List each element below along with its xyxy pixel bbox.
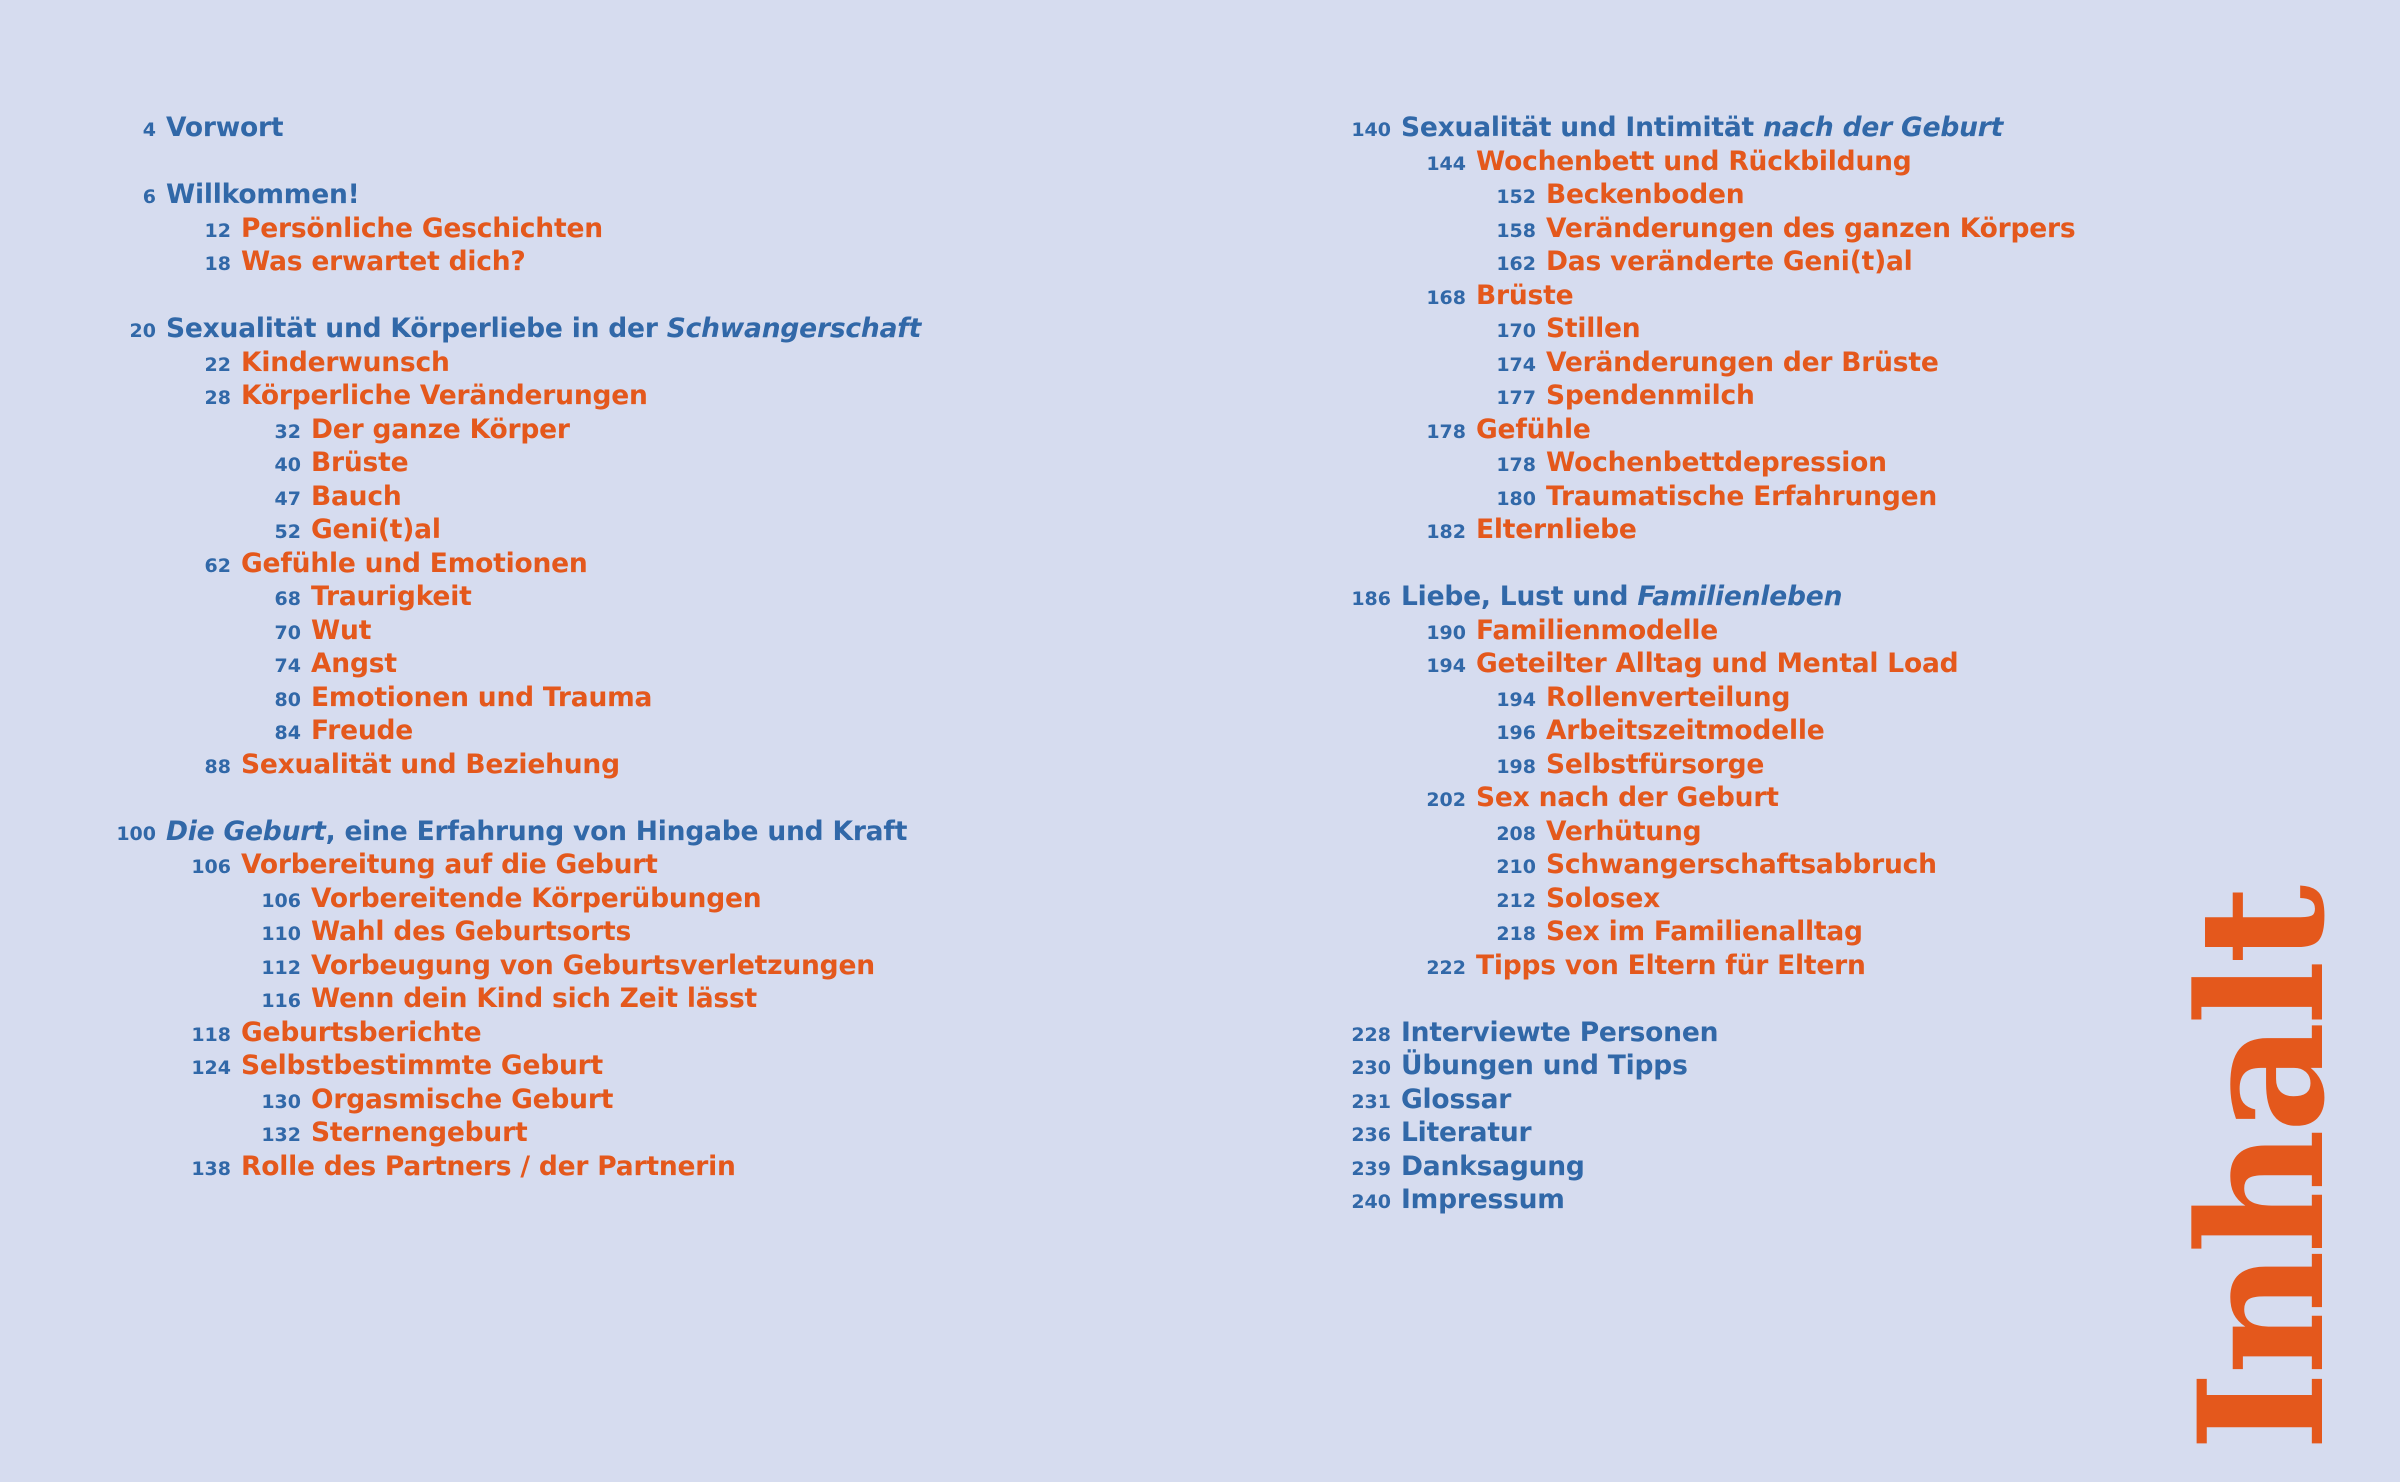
entry-title: [1401, 111, 2003, 145]
entry-title-text: Glossar: [1401, 1083, 1512, 1115]
page-number: 6: [142, 186, 156, 208]
toc-chapter-willkommen[interactable]: [20, 178, 1220, 212]
page-number: 40: [274, 454, 301, 476]
page-number: 202: [1426, 789, 1466, 811]
toc-right-column: [1255, 111, 2255, 1250]
entry-title: [1401, 1016, 1718, 1050]
toc-chapter-vorwort[interactable]: [20, 111, 1220, 145]
toc-entry-geburtsberichte[interactable]: [20, 1016, 1220, 1050]
page-number: 190: [1426, 621, 1466, 644]
toc-entry-veraenderungen-des-ganzen-koerpers[interactable]: [1255, 212, 2255, 246]
toc-entry-vorbereitung-auf-die-geburt[interactable]: [20, 848, 1220, 882]
entry-title-text: Stillen: [1546, 313, 1641, 344]
entry-title: [1546, 915, 1863, 949]
entry-title: [311, 915, 631, 949]
page-number: 74: [274, 655, 301, 677]
entry-title-text: Gefühle: [1476, 413, 1591, 445]
entry-title-text: Interviewte Personen: [1401, 1016, 1719, 1048]
toc-entry-kinderwunsch[interactable]: [20, 346, 1220, 380]
entry-title-text: Freude: [311, 715, 414, 746]
entry-title-text: Geni(t)al: [311, 514, 441, 545]
page-number: 124: [191, 1057, 231, 1079]
page-number: 28: [204, 387, 231, 409]
toc-entry-vorbereitende-koerperuebungen[interactable]: [20, 882, 1220, 916]
entry-title: [1476, 647, 1958, 681]
entry-title: [1546, 815, 1701, 849]
page-number: 12: [204, 219, 231, 242]
toc-entry-was-erwartet-dich[interactable]: [20, 245, 1220, 279]
entry-title: [1546, 178, 1744, 212]
entry-title-text: Rollenverteilung: [1546, 681, 1791, 713]
page-number: 196: [1496, 722, 1536, 744]
toc-entry-beckenboden[interactable]: [1255, 178, 2255, 212]
entry-title: [1546, 346, 1939, 380]
entry-title-text: Impressum: [1401, 1184, 1565, 1215]
toc-entry-gefuehle-und-emotionen[interactable]: [20, 547, 1220, 581]
entry-title: [311, 1083, 613, 1117]
page-number: 144: [1426, 152, 1466, 175]
page-number: 68: [274, 588, 301, 610]
entry-title-text: Veränderungen des ganzen Körpers: [1546, 212, 2076, 244]
entry-title: [241, 748, 620, 782]
entry-title-text: Veränderungen der Brüste: [1546, 346, 1939, 378]
entry-title: [1546, 480, 1937, 514]
entry-title-text: Der ganze Körper: [311, 413, 570, 445]
entry-title: [311, 413, 570, 447]
entry-title-text: Beckenboden: [1546, 179, 1745, 210]
page-number: 178: [1426, 420, 1466, 443]
toc-entry-selbstbestimmte-geburt[interactable]: [20, 1049, 1220, 1083]
page-number: 88: [204, 755, 231, 778]
toc-entry-brueste[interactable]: [1255, 279, 2255, 313]
entry-title-text: Sternengeburt: [311, 1117, 528, 1148]
entry-title-text: Geteilter Alltag und Mental Load: [1476, 648, 1959, 679]
toc-chapter-literatur[interactable]: [1255, 1116, 2255, 1150]
entry-title: [1546, 379, 1755, 413]
entry-title: [1401, 580, 1842, 614]
page-number: 118: [191, 1023, 231, 1046]
page-number: 208: [1496, 822, 1536, 845]
toc-group: [20, 178, 1220, 279]
entry-title-text: Solosex: [1546, 882, 1661, 914]
entry-title: [1476, 513, 1637, 547]
entry-title-text: Angst: [311, 648, 397, 679]
entry-title: [1546, 681, 1790, 715]
page-number: 112: [261, 956, 301, 979]
entry-title-text: Danksagung: [1401, 1150, 1585, 1182]
page-number: 52: [274, 521, 301, 543]
toc-entry-der-ganze-koerper[interactable]: [20, 413, 1220, 447]
entry-title: [241, 547, 588, 581]
entry-title: [1476, 413, 1591, 447]
toc-entry-rolle-des-partners-der-partnerin[interactable]: [20, 1150, 1220, 1184]
entry-title-text: Selbstfürsorge: [1546, 748, 1765, 780]
toc-entry-bauch[interactable]: [20, 480, 1220, 514]
toc-entry-geteilter-alltag-und-mental-load[interactable]: [1255, 647, 2255, 681]
entry-title-text: Wenn dein Kind sich Zeit lässt: [311, 983, 758, 1014]
page-number: 178: [1496, 454, 1536, 476]
toc-entry-orgasmische-geburt[interactable]: [20, 1083, 1220, 1117]
entry-title-text: Vorwort: [166, 112, 284, 143]
toc-chapter-uebungen-und-tipps[interactable]: [1255, 1049, 2255, 1083]
entry-title-text: Spendenmilch: [1546, 380, 1755, 411]
page-number: 106: [261, 889, 301, 912]
entry-title: [1546, 714, 1825, 748]
entry-title-text: Familienmodelle: [1476, 614, 1719, 646]
toc-entry-sex-nach-der-geburt[interactable]: [1255, 781, 2255, 815]
page-number: 110: [261, 923, 301, 945]
toc-group: [1255, 111, 2255, 547]
toc-entry-koerperliche-veraenderungen[interactable]: [20, 379, 1220, 413]
page-number: 210: [1496, 856, 1536, 878]
page-number: 198: [1496, 755, 1536, 778]
page-number: 239: [1351, 1157, 1391, 1180]
page-number: 174: [1496, 353, 1536, 376]
page-number: 84: [274, 722, 301, 744]
toc-entry-emotionen-und-trauma[interactable]: [20, 681, 1220, 715]
entry-title: [1546, 848, 1937, 882]
entry-title-text: Orgasmische Geburt: [311, 1083, 614, 1115]
page-number: 186: [1351, 588, 1391, 610]
toc-chapter-die-geburt-eine-erfahrung-von-hingabe-und-kraft[interactable]: [20, 815, 1220, 849]
entry-title: [1401, 1150, 1585, 1184]
page-number: 47: [274, 487, 301, 510]
entry-title: [311, 513, 441, 547]
entry-title-text: Bauch: [311, 480, 402, 512]
page-number: 18: [204, 253, 231, 275]
page-number: 162: [1496, 253, 1536, 275]
page-number: 194: [1496, 688, 1536, 711]
entry-title: [1401, 1183, 1565, 1217]
toc-entry-sex-im-familienalltag[interactable]: [1255, 915, 2255, 949]
entry-title-text: Elternliebe: [1476, 514, 1637, 545]
entry-title-text: Literatur: [1401, 1117, 1532, 1148]
entry-title-text: Wochenbett und Rückbildung: [1476, 145, 1912, 177]
entry-title-text: Wut: [311, 614, 372, 646]
entry-title: [1401, 1083, 1511, 1117]
entry-title-text: Liebe, Lust und: [1401, 581, 1638, 612]
entry-title-text: Tipps von Eltern für Eltern: [1476, 949, 1866, 981]
toc-entry-selbstfuersorge[interactable]: [1255, 748, 2255, 782]
entry-title-text: Traumatische Erfahrungen: [1546, 480, 1938, 512]
entry-title-italic: nach der Geburt: [1763, 112, 2004, 143]
toc-chapter-interviewte-personen[interactable]: [1255, 1016, 2255, 1050]
toc-group: [20, 815, 1220, 1184]
entry-title: [311, 949, 875, 983]
toc-entry-wahl-des-geburtsorts[interactable]: [20, 915, 1220, 949]
entry-title-text: Emotionen und Trauma: [311, 681, 653, 713]
toc-entry-veraenderungen-der-brueste[interactable]: [1255, 346, 2255, 380]
entry-title: [1546, 245, 1913, 279]
entry-title: [311, 681, 652, 715]
toc-entry-familienmodelle[interactable]: [1255, 614, 2255, 648]
toc-entry-arbeitszeitmodelle[interactable]: [1255, 714, 2255, 748]
entry-title-text: Körperliche Veränderungen: [241, 380, 648, 411]
toc-chapter-sexualitaet-und-intimitaet-nach-der-geburt[interactable]: [1255, 111, 2255, 145]
toc-entry-elternliebe[interactable]: [1255, 513, 2255, 547]
entry-title: [241, 1049, 603, 1083]
page-number: 218: [1496, 923, 1536, 945]
page-number: 194: [1426, 655, 1466, 677]
toc-entry-das-veraenderte-geni-t-al[interactable]: [1255, 245, 2255, 279]
toc-chapter-glossar[interactable]: [1255, 1083, 2255, 1117]
page-number: 132: [261, 1124, 301, 1146]
entry-title: [311, 1116, 527, 1150]
entry-title-text: Verhütung: [1546, 815, 1702, 847]
entry-title-text: Brüste: [1476, 279, 1574, 311]
entry-title: [311, 614, 371, 648]
entry-title-text: Persönliche Geschichten: [241, 212, 603, 244]
entry-title-text: Vorbereitende Körperübungen: [311, 882, 762, 914]
toc-entry-sternengeburt[interactable]: [20, 1116, 1220, 1150]
toc-entry-vorbeugung-von-geburtsverletzungen[interactable]: [20, 949, 1220, 983]
toc-entry-brueste[interactable]: [20, 446, 1220, 480]
toc-group: [1255, 580, 2255, 982]
toc-chapter-sexualitaet-und-koerperliebe-in-der-schwangerschaft[interactable]: [20, 312, 1220, 346]
page-number: 182: [1426, 521, 1466, 543]
entry-title-text: Schwangerschaftsabbruch: [1546, 849, 1937, 880]
entry-title-italic: Familienleben: [1637, 581, 1843, 612]
entry-title-text: Vorbereitung auf die Geburt: [241, 849, 658, 880]
entry-title: [1401, 1116, 1531, 1150]
entry-title: [1546, 312, 1640, 346]
entry-title-text: Gefühle und Emotionen: [241, 547, 588, 579]
entry-title-text: Willkommen!: [166, 179, 360, 210]
entry-title-text: Rolle des Partners / der Partnerin: [241, 1150, 736, 1182]
entry-title: [311, 480, 402, 514]
entry-title: [241, 346, 450, 380]
page-number: 140: [1351, 119, 1391, 141]
page-number: 240: [1351, 1191, 1391, 1213]
page-number: 228: [1351, 1023, 1391, 1046]
entry-title-text: Brüste: [311, 447, 409, 478]
entry-title-text: Traurigkeit: [311, 581, 472, 612]
entry-title-text: Vorbeugung von Geburtsverletzungen: [311, 949, 875, 981]
toc-group: [1255, 1016, 2255, 1217]
entry-title-text: Das veränderte Geni(t)al: [1546, 246, 1913, 277]
toc-group: [20, 312, 1220, 781]
entry-title-text: Sexualität und Körperliebe in der: [166, 313, 667, 344]
toc-entry-sexualitaet-und-beziehung[interactable]: [20, 748, 1220, 782]
page-number: 170: [1496, 320, 1536, 342]
toc-entry-verhuetung[interactable]: [1255, 815, 2255, 849]
entry-title: [1546, 446, 1887, 480]
toc-left-column: [20, 111, 1220, 1217]
page-number: 22: [204, 353, 231, 376]
entry-title: [241, 1150, 736, 1184]
entry-title-italic: Schwangerschaft: [666, 313, 922, 344]
entry-title: [311, 647, 397, 681]
entry-title-text: Sexualität und Intimität: [1401, 112, 1764, 143]
entry-title-text: Kinderwunsch: [241, 346, 450, 378]
toc-entry-schwangerschaftsabbruch[interactable]: [1255, 848, 2255, 882]
toc-entry-wochenbett-und-rueckbildung[interactable]: [1255, 145, 2255, 179]
toc-entry-freude[interactable]: [20, 714, 1220, 748]
entry-title: [1546, 748, 1764, 782]
page-number: 180: [1496, 487, 1536, 510]
entry-title-text: Sexualität und Beziehung: [241, 748, 620, 780]
entry-title: [311, 882, 761, 916]
entry-title: [1546, 212, 2076, 246]
page-number: 230: [1351, 1057, 1391, 1079]
entry-title-text: Was erwartet dich?: [241, 246, 526, 277]
entry-title: [241, 848, 658, 882]
page-number: 106: [191, 856, 231, 878]
page-number: 20: [129, 320, 156, 342]
entry-title: [166, 312, 921, 346]
toc-entry-wochenbettdepression[interactable]: [1255, 446, 2255, 480]
page-number: 231: [1351, 1090, 1391, 1113]
entry-title: [311, 580, 472, 614]
toc-entry-traurigkeit[interactable]: [20, 580, 1220, 614]
page-number: 152: [1496, 186, 1536, 208]
entry-title-italic: Die Geburt: [166, 815, 326, 847]
entry-title: [1546, 882, 1660, 916]
entry-title: [311, 714, 413, 748]
entry-title: [1401, 1049, 1688, 1083]
entry-title: [1476, 145, 1912, 179]
entry-title-text: Wochenbettdepression: [1546, 447, 1887, 478]
toc-entry-solosex[interactable]: [1255, 882, 2255, 916]
entry-title-text: Wahl des Geburtsorts: [311, 916, 632, 947]
page-number: 32: [274, 420, 301, 443]
entry-title-text: Übungen und Tipps: [1401, 1050, 1688, 1081]
page-number: 236: [1351, 1124, 1391, 1146]
page-number: 222: [1426, 956, 1466, 979]
toc-entry-spendenmilch[interactable]: [1255, 379, 2255, 413]
toc-group: [20, 111, 1220, 145]
toc-entry-stillen[interactable]: [1255, 312, 2255, 346]
toc-entry-traumatische-erfahrungen[interactable]: [1255, 480, 2255, 514]
entry-title: [241, 379, 648, 413]
page-number: 130: [261, 1090, 301, 1113]
entry-title: [311, 446, 408, 480]
entry-title-text: Geburtsberichte: [241, 1016, 482, 1048]
toc-entry-wut[interactable]: [20, 614, 1220, 648]
toc-entry-tipps-von-eltern-fuer-eltern[interactable]: [1255, 949, 2255, 983]
page-number: 80: [274, 688, 301, 711]
entry-title-text: , eine Erfahrung von Hingabe und Kraft: [325, 815, 908, 847]
entry-title: [241, 1016, 481, 1050]
page-number: 4: [142, 119, 156, 141]
toc-chapter-liebe-lust-und-familienleben[interactable]: [1255, 580, 2255, 614]
page-number: 138: [191, 1157, 231, 1180]
page-number: 100: [116, 822, 156, 845]
toc-chapter-impressum[interactable]: [1255, 1183, 2255, 1217]
entry-title-text: Arbeitszeitmodelle: [1546, 715, 1825, 746]
entry-title-text: Sex im Familienalltag: [1546, 916, 1863, 947]
page-number: 212: [1496, 889, 1536, 912]
page-number: 70: [274, 621, 301, 644]
entry-title-text: Selbstbestimmte Geburt: [241, 1050, 604, 1081]
entry-title: [241, 212, 603, 246]
entry-title: [1476, 949, 1866, 983]
page-number: 116: [261, 990, 301, 1012]
page-title: Inhalt: [2160, 888, 2363, 1452]
toc-entry-persoenliche-geschichten[interactable]: [20, 212, 1220, 246]
toc-entry-rollenverteilung[interactable]: [1255, 681, 2255, 715]
entry-title: [166, 111, 283, 145]
entry-title: [1476, 614, 1718, 648]
toc-chapter-danksagung[interactable]: [1255, 1150, 2255, 1184]
entry-title: [1476, 279, 1573, 313]
page-number: 158: [1496, 219, 1536, 242]
toc-entry-wenn-dein-kind-sich-zeit-laesst[interactable]: [20, 982, 1220, 1016]
entry-title: [1476, 781, 1779, 815]
page-number: 62: [204, 554, 231, 577]
toc-entry-gefuehle[interactable]: [1255, 413, 2255, 447]
entry-title: [166, 815, 907, 849]
page-number: 177: [1496, 387, 1536, 409]
entry-title: [241, 245, 526, 279]
entry-title-text: Sex nach der Geburt: [1476, 782, 1779, 813]
toc-entry-angst[interactable]: [20, 647, 1220, 681]
toc-entry-geni-t-al[interactable]: [20, 513, 1220, 547]
entry-title: [166, 178, 360, 212]
entry-title: [311, 982, 757, 1016]
page-number: 168: [1426, 286, 1466, 309]
